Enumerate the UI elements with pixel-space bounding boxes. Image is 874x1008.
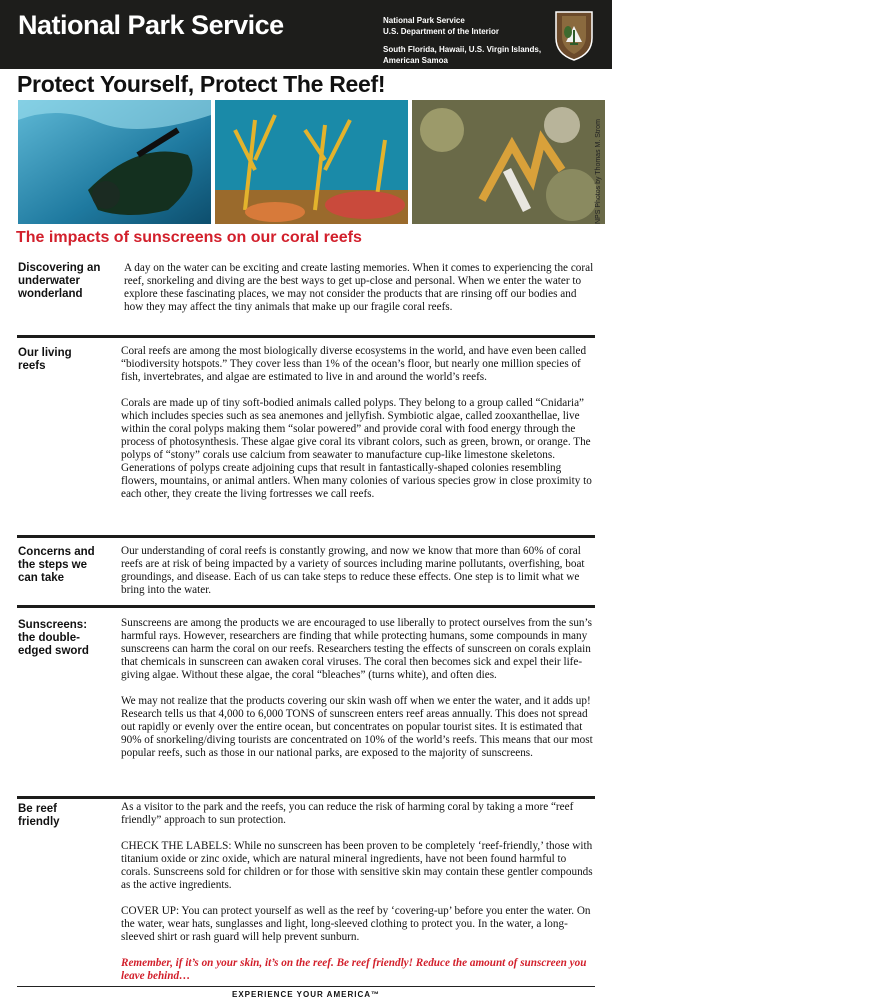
reef-closeup-photo — [412, 100, 605, 224]
footer-divider — [17, 986, 595, 987]
paragraph: Corals are made up of tiny soft-bodied animals called polyps. They belong to a group called “Cnidaria” which includes species such as sea anemones and jellyfish. Symbiotic algae, called zooxanthellae, live within the coral polyps making them “solar powered” and provide coral with food energy through the process of photosynthesis. These algae give coral its vibrant colors, such as green, brown, or orange. The polyps of “stony” corals use calcium from seawater to manufacture cup-like limestone skeletons. Generations of polyps create adjoining cups that result in fantastically-shaped colonies resembling flowers, mountains, or animal antlers. When many colonies of various species grow in close proximity to each other, they create the living fortresses we call reefs. — [121, 397, 592, 500]
paragraph: We may not realize that the products covering our skin wash off when we enter the water, and it adds up! Research tells us that 4,000 to 6,000 TONS of sunscreen enters reef areas annually. This does not spread out rapidly or evenly over the entire ocean, but concentrates on popular tourist sites. It is estimated that 90% of snorkeling/diving tourists are concentrated on 10% of the world’s reefs. This means that our most popular reefs, such as those in our national parks, are exposed to the majority of sunscreens. — [121, 695, 593, 759]
header-bar — [0, 0, 612, 69]
region-lines — [383, 44, 541, 66]
section-divider — [17, 796, 595, 799]
section-body — [124, 262, 596, 327]
paragraph: A day on the water can be exciting and create lasting memories. When it comes to experiencing the coral reef, snorkeling and diving are the best ways to get up-close and personal. When we enter the water to explore these fascinating places, we may not consider the products that are rinsing off our bodies and how they may affect the tiny animals that make up our fragile coral reefs. — [124, 262, 594, 313]
region-line-1: South Florida, Hawaii, U.S. Virgin Islands, — [383, 45, 542, 54]
label-line: Be reef — [18, 803, 57, 815]
section-label — [18, 262, 118, 301]
coral-photo — [215, 100, 408, 224]
section-label — [18, 803, 118, 829]
photo-credit: NPS Photos by Thomas M. Strom — [595, 119, 602, 224]
section-subhead: The impacts of sunscreens on our coral reefs — [16, 229, 362, 246]
label-line: reefs — [18, 360, 46, 372]
section-divider — [17, 535, 595, 538]
section-body — [121, 617, 593, 773]
org-name: National Park Service — [18, 10, 284, 40]
label-line: the double- — [18, 632, 80, 644]
agency-lines — [383, 15, 499, 37]
section-divider — [17, 335, 595, 338]
label-line: wonderland — [18, 288, 83, 300]
page-headline: Protect Yourself, Protect The Reef! — [17, 71, 386, 97]
section-body — [121, 345, 593, 514]
label-line: Discovering an — [18, 262, 101, 274]
paragraph: Sunscreens are among the products we are encouraged to use liberally to protect ourselves from the sun’s harmful rays. However, researchers are finding that while protecting humans, some compounds in many sunscreens can harm the coral on our reefs. Researchers testing the effects of sunscreen on corals explain that chemicals in sunscreen can awaken coral viruses. The coral then becomes sick and expel their life-giving algae. Without these algae, the coral “bleaches” (turns white), and often dies. — [121, 617, 592, 681]
paragraph: As a visitor to the park and the reefs, you can reduce the risk of harming coral by taking a more “reef friendly” approach to sun protection. — [121, 801, 574, 826]
section-body — [121, 801, 593, 996]
label-line: the steps we — [18, 559, 88, 571]
department-line: U.S. Department of the Interior — [383, 27, 500, 36]
section-label — [18, 347, 118, 373]
label-line: Sunscreens: — [18, 619, 88, 631]
label-line: friendly — [18, 816, 60, 828]
paragraph: Coral reefs are among the most biologically diverse ecosystems in the world, and have even been called “biodiversity hotspots.” They cover less than 1% of the ocean’s floor, but nearly one million species of fish, invertebrates, and algae are estimated to live in and around the world’s reefs. — [121, 345, 587, 383]
arrowhead-icon — [552, 8, 596, 62]
label-line: can take — [18, 572, 65, 584]
section-label — [18, 619, 118, 658]
paragraph: COVER UP: You can protect yourself as well as the reef by ‘covering-up’ before you enter the water. On the water, wear hats, sunglasses and light, long-sleeved clothing to protect you. In the water, a long-sleeved shirt or rash guard will help prevent sunburn. — [121, 905, 591, 943]
label-line: edged sword — [18, 645, 89, 657]
footer-tagline: EXPERIENCE YOUR AMERICA™ — [231, 990, 381, 999]
label-line: Our living — [18, 347, 72, 359]
label-line: underwater — [18, 275, 80, 287]
section-body — [121, 545, 593, 610]
region-line-2: American Samoa — [383, 56, 448, 65]
agency-line: National Park Service — [383, 16, 465, 25]
reminder-callout: Remember, if it’s on your skin, it’s on the reef. Be reef friendly! Reduce the amount of sunscreen you leave behind… — [121, 957, 587, 982]
section-label — [18, 546, 118, 585]
paragraph: CHECK THE LABELS: While no sunscreen has been proven to be completely ‘reef-friendly,’ those with titanium oxide or zinc oxide, which are natural mineral ingredients, have not been found harmful to corals. Sunscreens sold for children or for those with sensitive skin may contain these gentler compounds as the active ingredients. — [121, 840, 593, 891]
section-divider — [17, 605, 595, 608]
paragraph: Our understanding of coral reefs is constantly growing, and now we know that more than 60% of coral reefs are at risk of being impacted by a variety of sources including marine pollutants, overfishing, boat groundings, and disease. Each of us can take steps to reduce these effects. One step is to limit what we bring into the water. — [121, 545, 585, 596]
snorkeler-photo — [18, 100, 211, 224]
label-line: Concerns and — [18, 546, 95, 558]
